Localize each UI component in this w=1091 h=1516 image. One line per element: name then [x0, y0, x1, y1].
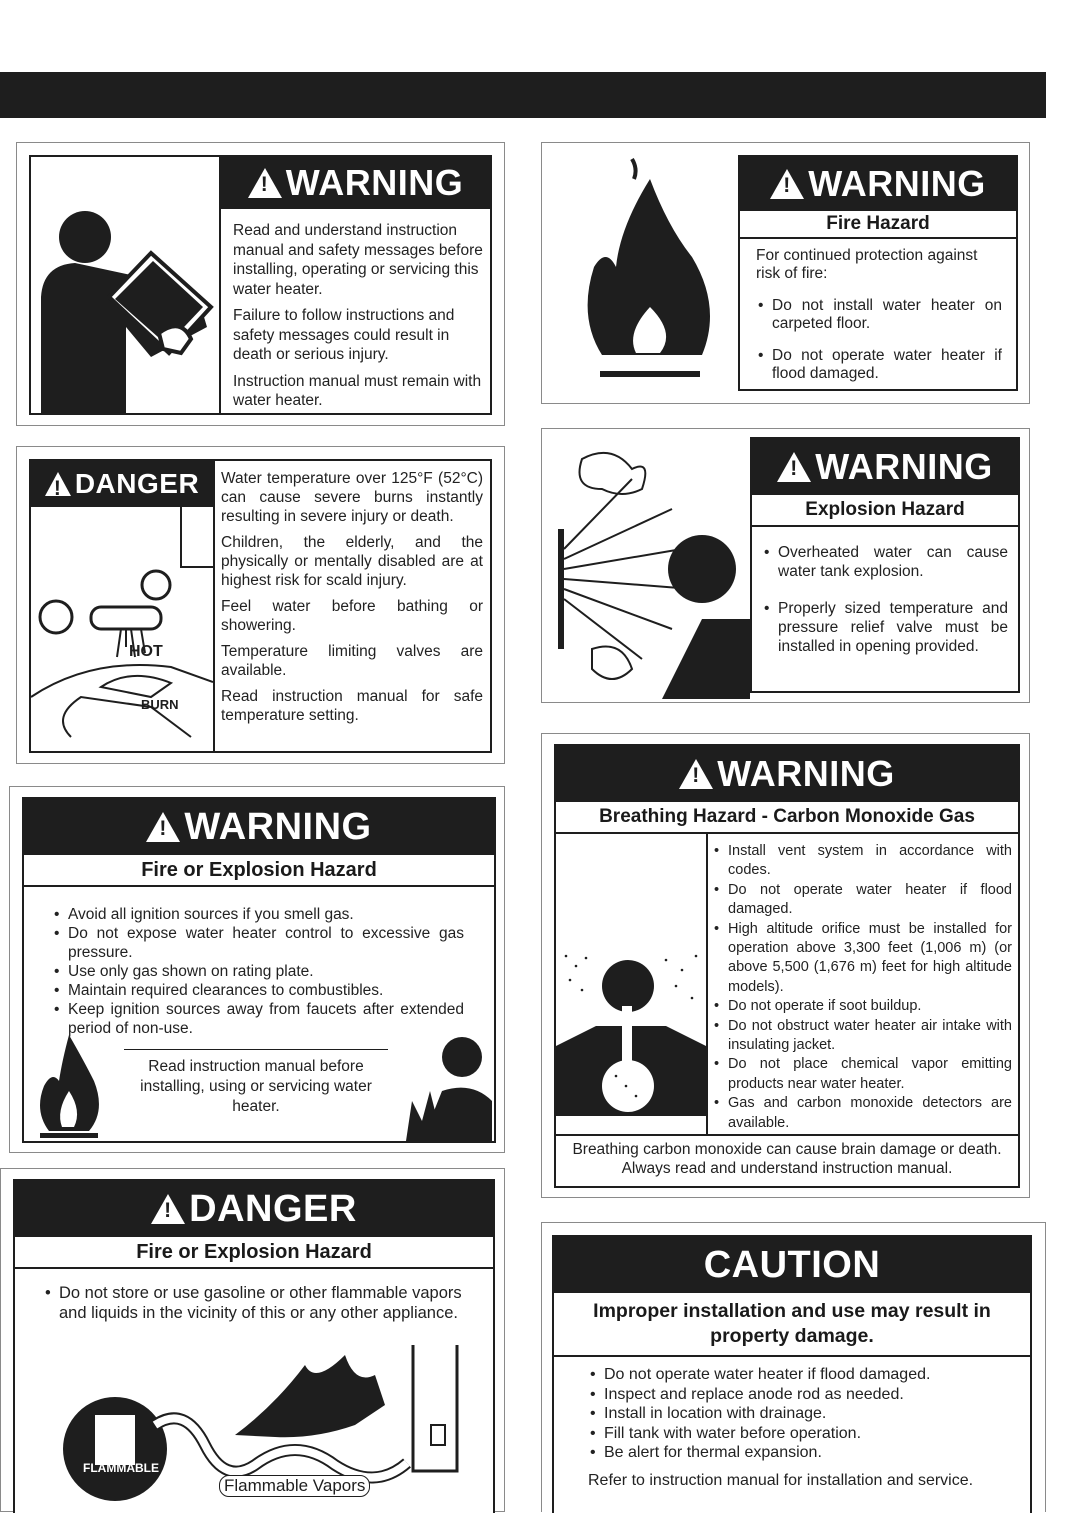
warning-label-explosion [750, 437, 1020, 693]
hazard-list-item: • Keep ignition sources away from faucets after extended period of non-use. [52, 1000, 464, 1038]
message-paragraph: Water temperature over 125°F (52°C) can cause severe burns instantly resulting in severe injury or death. [221, 470, 483, 525]
signal-word-header [15, 1181, 493, 1237]
hazard-list-item: • Maintain required clearances to combustibles. [52, 981, 464, 1000]
warning-triangle-icon [151, 1194, 185, 1224]
label-panel-fire-explosion [9, 786, 505, 1153]
warning-label-fire-hazard [738, 155, 1018, 391]
footer-text: Refer to instruction manual for installation and service. [588, 1472, 974, 1489]
hazard-list-item: • Use only gas shown on rating plate. [52, 962, 464, 981]
hazard-list-item: • High altitude orifice must be installed for operation above 3,300 feet (1,006 m) (or above 5,500 (1,676 m) feet for high altitude models). [712, 920, 1012, 998]
signal-word-header [31, 461, 213, 507]
footer-text: Read instruction manual before installing, using or servicing water heater. [140, 1058, 372, 1115]
label-panel-caution [541, 1222, 1046, 1512]
signal-word-header [221, 157, 490, 209]
hazard-title: Fire Hazard [740, 211, 1016, 239]
signal-word-header [24, 799, 494, 855]
message-paragraph: Temperature limiting valves are available. [221, 643, 483, 679]
hazard-list-item: • Properly sized temperature and pressure relief valve must be installed in opening provided. [762, 599, 1008, 656]
signal-word-header [752, 439, 1018, 495]
hazard-list-item: • Gas and carbon monoxide detectors are available. [712, 1094, 1012, 1133]
divider [124, 1049, 388, 1050]
flammable-vapors-illustration [55, 1345, 485, 1511]
flammable-can-text: FLAMMABLE [83, 1461, 159, 1475]
hazard-list [588, 1365, 1008, 1463]
fire-icon [34, 1031, 104, 1146]
hazard-list [756, 297, 1002, 383]
signal-word-header: CAUTION [554, 1237, 1030, 1293]
warning-label-fire-explosion [22, 797, 496, 1143]
hazard-list [52, 905, 464, 1038]
hazard-list [712, 842, 1012, 1133]
signal-word: WARNING [815, 446, 993, 487]
signal-word-header [740, 157, 1016, 211]
footer-text: Breathing carbon monoxide can cause brain damage or death. Always read and understand instruction manual. [556, 1134, 1018, 1186]
message-paragraph: Feel water before bathing or showering. [221, 598, 483, 634]
signal-word: WARNING [285, 162, 464, 203]
message-paragraph: Children, the elderly, and the physically or mentally disabled are at highest risk for scald injury. [221, 534, 483, 589]
hazard-title: Explosion Hazard [752, 495, 1018, 527]
hazard-title: Breathing Hazard - Carbon Monoxide Gas [556, 802, 1018, 834]
warning-label-carbon-monoxide [554, 744, 1020, 1188]
warning-triangle-icon [679, 759, 713, 789]
label-panel-fire-hazard [541, 142, 1030, 404]
signal-word: WARNING [808, 163, 986, 204]
hazard-list-item: • Inspect and replace anode rod as needed. [588, 1385, 1008, 1405]
signal-word: DANGER [74, 468, 200, 499]
hazard-list-item: • Install vent system in accordance with codes. [712, 842, 1012, 881]
warning-label-read-manual [29, 155, 492, 415]
explosion-person-icon [402, 1031, 494, 1148]
person-reading-icon [31, 157, 219, 413]
explosion-person-icon [552, 449, 750, 704]
message-paragraph: Read and understand instruction manual and safety messages before installing, operating or servicing this water heater. [233, 222, 483, 298]
caution-label [552, 1235, 1032, 1513]
hot-text: HOT [129, 643, 163, 660]
label-panel-scald [16, 446, 505, 764]
hazard-title: Improper installation and use may result in property damage. [554, 1293, 1030, 1357]
signal-word: WARNING [184, 805, 372, 848]
section-header-bar [0, 72, 1046, 118]
warning-triangle-icon [770, 169, 804, 199]
hazard-list-item: • Do not store or use gasoline or other flammable vapors and liquids in the vicinity of this or any other appliance. [43, 1283, 467, 1323]
hazard-list [762, 543, 1008, 674]
hazard-list-item: • Do not operate if soot buildup. [712, 997, 1012, 1016]
hazard-list-item: • Avoid all ignition sources if you smell gas. [52, 905, 464, 924]
signal-word: DANGER [189, 1187, 357, 1230]
label-panel-carbon-monoxide [541, 733, 1030, 1198]
intro-text: For continued protection against risk of fire: [756, 247, 978, 282]
label-panel-explosion [541, 428, 1030, 703]
hazard-list-item: • Do not expose water heater control to excessive gas pressure. [52, 924, 464, 962]
hazard-title: Fire or Explosion Hazard [15, 1237, 493, 1269]
hazard-list-item: • Overheated water can cause water tank explosion. [762, 543, 1008, 581]
warning-triangle-icon [146, 812, 180, 842]
burn-text: BURN [141, 697, 179, 712]
signal-word: WARNING [717, 753, 895, 794]
hazard-list-item: • Be alert for thermal expansion. [588, 1443, 1008, 1463]
message-paragraph: Read instruction manual for safe temperature setting. [221, 688, 483, 724]
hazard-list-item: • Do not operate water heater if flood damaged. [756, 347, 1002, 383]
hazard-list-item: • Do not install water heater on carpeted floor. [756, 297, 1002, 333]
hazard-list-item: • Do not place chemical vapor emitting products near water heater. [712, 1055, 1012, 1094]
warning-triangle-icon [45, 472, 71, 496]
hazard-list-item: • Do not obstruct water heater air intake with insulating jacket. [712, 1017, 1012, 1056]
message-paragraph: Instruction manual must remain with water heater. [233, 372, 482, 409]
hazard-list-item: • Do not operate water heater if flood damaged. [712, 881, 1012, 920]
hazard-list-item: • Fill tank with water before operation. [588, 1424, 1008, 1444]
hazard-list-item: • Do not operate water heater if flood damaged. [588, 1365, 1008, 1385]
hazard-list [43, 1283, 467, 1323]
flammable-vapors-text: Flammable Vapors [219, 1475, 370, 1497]
warning-triangle-icon [248, 168, 282, 198]
label-panel-read-manual [16, 142, 505, 426]
hazard-title: Fire or Explosion Hazard [24, 855, 494, 887]
person-breathing-icon [556, 946, 706, 1134]
danger-label-scald [29, 459, 492, 753]
label-panel-flammable [0, 1168, 505, 1512]
fire-icon [572, 157, 722, 388]
warning-triangle-icon [777, 452, 811, 482]
faucet-burn-icon [31, 507, 213, 751]
hazard-list-item: • Install in location with drainage. [588, 1404, 1008, 1424]
signal-word-header [556, 746, 1018, 802]
message-paragraph: Failure to follow instructions and safety messages could result in death or serious injury. [233, 307, 455, 363]
danger-label-flammable [13, 1179, 495, 1513]
